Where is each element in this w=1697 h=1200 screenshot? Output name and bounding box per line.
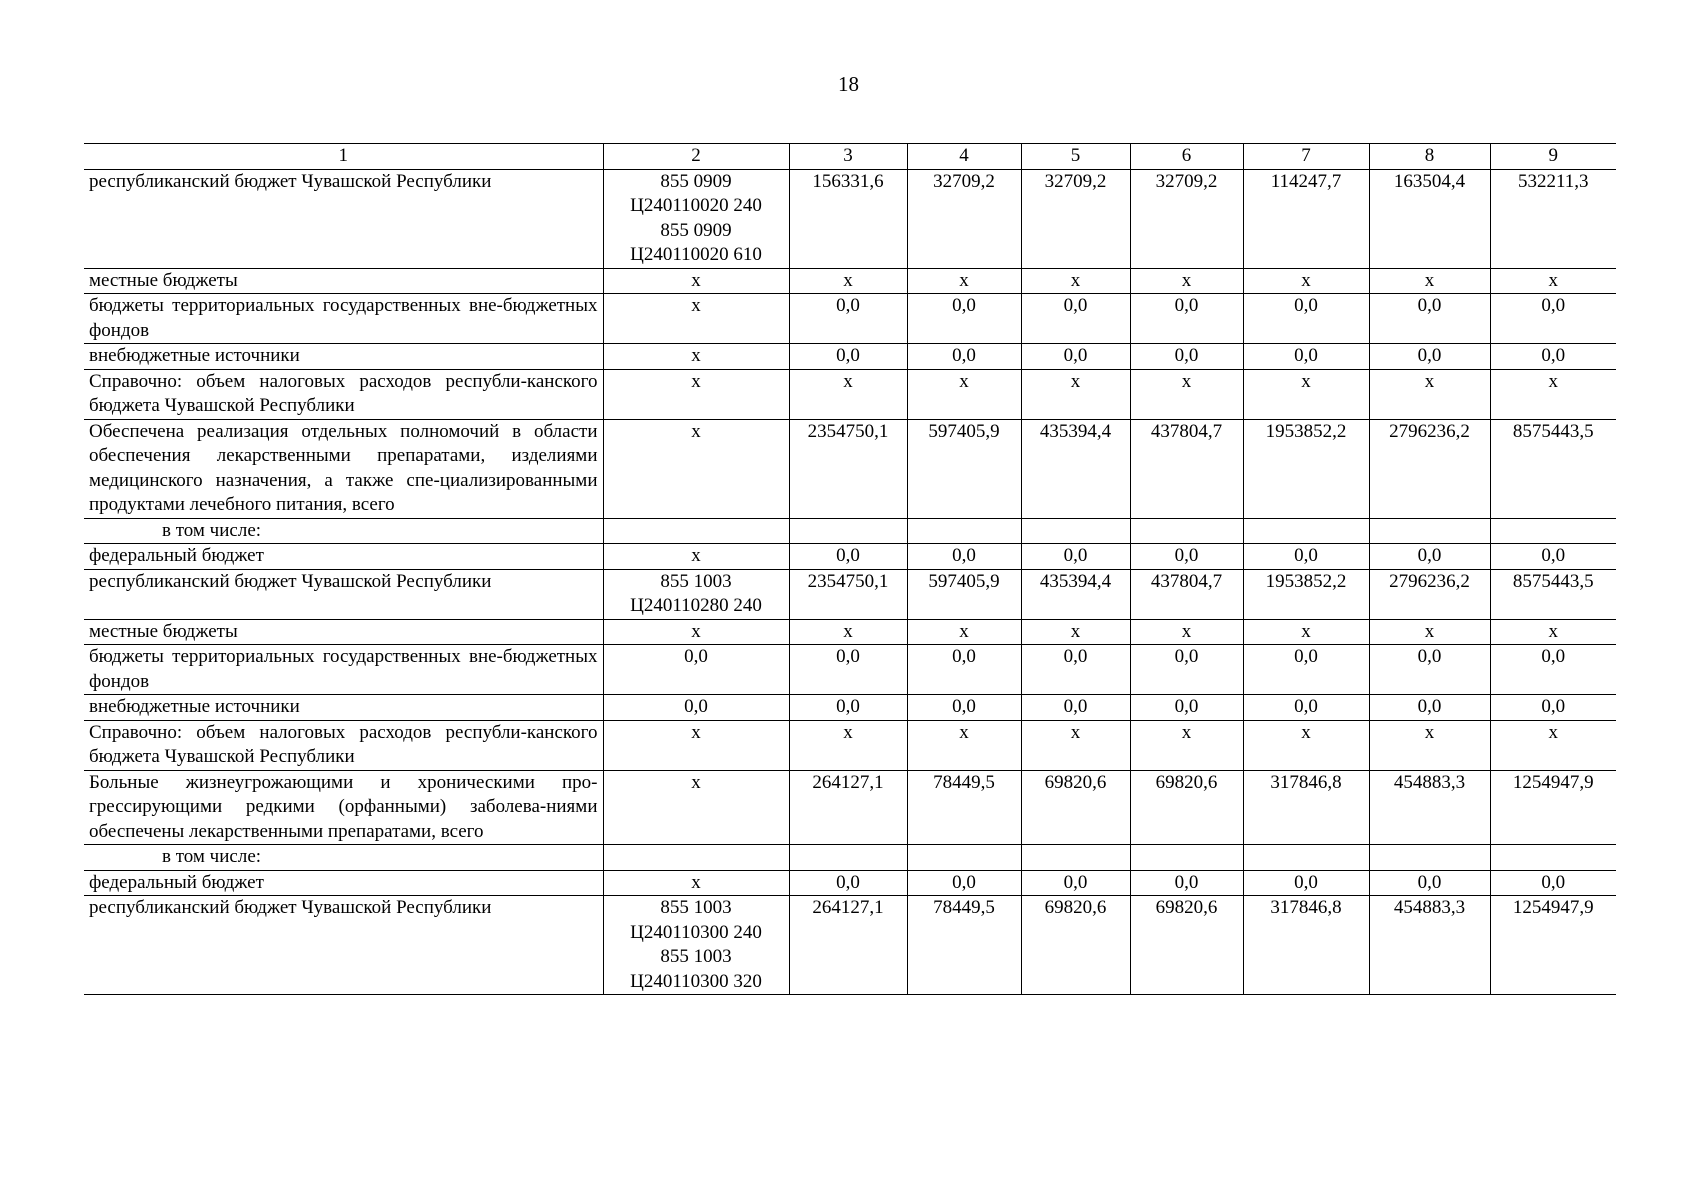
value-cell: 0,0	[1243, 870, 1369, 896]
value-cell: 437804,7	[1130, 569, 1243, 619]
value-cell: 0,0	[1243, 695, 1369, 721]
value-cell: 0,0	[1130, 645, 1243, 695]
value-cell	[1243, 518, 1369, 544]
budget-code-cell: х	[603, 419, 789, 518]
value-cell: х	[1490, 720, 1616, 770]
value-cell	[789, 845, 907, 871]
budget-table	[84, 143, 1616, 995]
value-cell: 0,0	[1369, 294, 1490, 344]
value-cell: х	[907, 619, 1021, 645]
value-cell: 2796236,2	[1369, 419, 1490, 518]
value-cell: 435394,4	[1021, 569, 1130, 619]
row-label: внебюджетные источники	[84, 695, 603, 721]
value-cell: 0,0	[1021, 695, 1130, 721]
value-cell: 156331,6	[789, 169, 907, 268]
value-cell: 0,0	[1490, 344, 1616, 370]
value-cell: 0,0	[1021, 344, 1130, 370]
value-cell: 32709,2	[907, 169, 1021, 268]
table-row	[84, 169, 1616, 268]
value-cell: 0,0	[907, 544, 1021, 570]
value-cell: х	[789, 720, 907, 770]
value-cell: 0,0	[1490, 294, 1616, 344]
value-cell: х	[1021, 619, 1130, 645]
budget-code-cell: 0,0	[603, 645, 789, 695]
value-cell: х	[1490, 619, 1616, 645]
value-cell: 0,0	[907, 695, 1021, 721]
value-cell: 1953852,2	[1243, 419, 1369, 518]
value-cell: 597405,9	[907, 419, 1021, 518]
value-cell: 0,0	[907, 870, 1021, 896]
value-cell: 532211,3	[1490, 169, 1616, 268]
value-cell: 69820,6	[1130, 896, 1243, 995]
value-cell: 454883,3	[1369, 896, 1490, 995]
row-label: в том числе:	[84, 845, 603, 871]
value-cell: 0,0	[1021, 544, 1130, 570]
budget-code-cell: х	[603, 268, 789, 294]
value-cell: х	[1021, 268, 1130, 294]
table-row	[84, 720, 1616, 770]
value-cell: 0,0	[907, 645, 1021, 695]
column-header: 7	[1243, 144, 1369, 170]
value-cell: х	[907, 268, 1021, 294]
value-cell: х	[1243, 268, 1369, 294]
value-cell: 0,0	[1243, 294, 1369, 344]
value-cell: 0,0	[1130, 870, 1243, 896]
table-row	[84, 770, 1616, 845]
row-label: федеральный бюджет	[84, 544, 603, 570]
value-cell: х	[1130, 369, 1243, 419]
budget-code-cell: х	[603, 619, 789, 645]
value-cell: х	[1130, 268, 1243, 294]
value-cell: 0,0	[789, 294, 907, 344]
value-cell: х	[1243, 720, 1369, 770]
value-cell: 435394,4	[1021, 419, 1130, 518]
table-row	[84, 695, 1616, 721]
value-cell	[1021, 845, 1130, 871]
value-cell: х	[1369, 268, 1490, 294]
budget-code-cell: 0,0	[603, 695, 789, 721]
row-label: Справочно: объем налоговых расходов республи-канского бюджета Чувашской Республики	[84, 369, 603, 419]
value-cell: х	[789, 268, 907, 294]
value-cell: х	[1130, 720, 1243, 770]
column-header: 3	[789, 144, 907, 170]
value-cell: 0,0	[1490, 870, 1616, 896]
value-cell: 8575443,5	[1490, 569, 1616, 619]
budget-code-cell: х	[603, 369, 789, 419]
value-cell: х	[907, 720, 1021, 770]
table-row	[84, 294, 1616, 344]
value-cell: 8575443,5	[1490, 419, 1616, 518]
value-cell: 0,0	[1243, 645, 1369, 695]
column-header: 8	[1369, 144, 1490, 170]
row-label: внебюджетные источники	[84, 344, 603, 370]
value-cell: х	[1490, 268, 1616, 294]
value-cell: 0,0	[1243, 544, 1369, 570]
value-cell	[1369, 518, 1490, 544]
table-row	[84, 544, 1616, 570]
value-cell: 0,0	[1021, 870, 1130, 896]
value-cell: 0,0	[1021, 645, 1130, 695]
value-cell: 32709,2	[1130, 169, 1243, 268]
value-cell: 114247,7	[1243, 169, 1369, 268]
column-header: 6	[1130, 144, 1243, 170]
budget-code-cell	[603, 845, 789, 871]
budget-code-cell: х	[603, 870, 789, 896]
value-cell: 317846,8	[1243, 896, 1369, 995]
row-label: бюджеты территориальных государственных вне-бюджетных фондов	[84, 645, 603, 695]
value-cell: 0,0	[789, 344, 907, 370]
value-cell: 317846,8	[1243, 770, 1369, 845]
row-label: республиканский бюджет Чувашской Республики	[84, 569, 603, 619]
table-row	[84, 419, 1616, 518]
row-label: республиканский бюджет Чувашской Республики	[84, 169, 603, 268]
table-row	[84, 569, 1616, 619]
budget-code-cell: 855 1003 Ц240110280 240	[603, 569, 789, 619]
budget-code-cell: х	[603, 720, 789, 770]
table-row	[84, 845, 1616, 871]
value-cell: 78449,5	[907, 770, 1021, 845]
value-cell	[1490, 518, 1616, 544]
value-cell: 0,0	[789, 645, 907, 695]
row-label: Больные жизнеугрожающими и хроническими про-грессирующими редкими (орфанными) заболева-ниями обеспечены лекарственными препаратами, всего	[84, 770, 603, 845]
value-cell: х	[1369, 720, 1490, 770]
row-label: Обеспечена реализация отдельных полномочий в области обеспечения лекарственными препаратами, изделиями медицинского назначения, а также спе-циализированными продуктами лечебного питания, всего	[84, 419, 603, 518]
value-cell: х	[789, 619, 907, 645]
row-label: местные бюджеты	[84, 619, 603, 645]
budget-code-cell: х	[603, 770, 789, 845]
value-cell: 0,0	[907, 344, 1021, 370]
page-number: 18	[838, 72, 859, 96]
value-cell: 0,0	[1021, 294, 1130, 344]
value-cell: 2354750,1	[789, 419, 907, 518]
budget-code-cell: х	[603, 294, 789, 344]
value-cell: 0,0	[1243, 344, 1369, 370]
value-cell	[789, 518, 907, 544]
column-number-row	[84, 144, 1616, 170]
value-cell: х	[1243, 619, 1369, 645]
value-cell	[1369, 845, 1490, 871]
value-cell: 597405,9	[907, 569, 1021, 619]
value-cell: 0,0	[789, 870, 907, 896]
budget-code-cell: х	[603, 344, 789, 370]
value-cell: 0,0	[1130, 294, 1243, 344]
column-header: 2	[603, 144, 789, 170]
column-header: 1	[84, 144, 603, 170]
value-cell	[1490, 845, 1616, 871]
value-cell: 1953852,2	[1243, 569, 1369, 619]
budget-code-cell: х	[603, 544, 789, 570]
value-cell: 0,0	[1490, 645, 1616, 695]
table-row	[84, 344, 1616, 370]
value-cell: х	[1369, 369, 1490, 419]
value-cell: х	[1490, 369, 1616, 419]
value-cell: 437804,7	[1130, 419, 1243, 518]
value-cell	[1243, 845, 1369, 871]
value-cell: х	[1021, 369, 1130, 419]
value-cell: 454883,3	[1369, 770, 1490, 845]
value-cell: 1254947,9	[1490, 896, 1616, 995]
value-cell: х	[789, 369, 907, 419]
value-cell: х	[907, 369, 1021, 419]
budget-code-cell	[603, 518, 789, 544]
value-cell: 0,0	[1369, 544, 1490, 570]
value-cell: х	[1130, 619, 1243, 645]
value-cell: 0,0	[1130, 344, 1243, 370]
value-cell: 0,0	[789, 695, 907, 721]
column-header: 5	[1021, 144, 1130, 170]
table-row	[84, 268, 1616, 294]
row-label: в том числе:	[84, 518, 603, 544]
budget-code-cell: 855 0909 Ц240110020 240 855 0909 Ц240110020 610	[603, 169, 789, 268]
table-row	[84, 518, 1616, 544]
value-cell: 0,0	[1369, 344, 1490, 370]
value-cell	[1130, 518, 1243, 544]
value-cell: 163504,4	[1369, 169, 1490, 268]
table-row	[84, 369, 1616, 419]
value-cell: 69820,6	[1130, 770, 1243, 845]
row-label: местные бюджеты	[84, 268, 603, 294]
value-cell: 0,0	[1369, 645, 1490, 695]
value-cell	[907, 518, 1021, 544]
value-cell: 32709,2	[1021, 169, 1130, 268]
column-header: 4	[907, 144, 1021, 170]
value-cell: 69820,6	[1021, 770, 1130, 845]
budget-code-cell: 855 1003 Ц240110300 240 855 1003 Ц240110300 320	[603, 896, 789, 995]
value-cell: 0,0	[1369, 870, 1490, 896]
value-cell: 0,0	[789, 544, 907, 570]
column-header: 9	[1490, 144, 1616, 170]
value-cell	[1130, 845, 1243, 871]
value-cell: 0,0	[1369, 695, 1490, 721]
value-cell: х	[1369, 619, 1490, 645]
value-cell: 69820,6	[1021, 896, 1130, 995]
row-label: республиканский бюджет Чувашской Республики	[84, 896, 603, 995]
table-row	[84, 619, 1616, 645]
value-cell: 0,0	[1490, 544, 1616, 570]
value-cell: 264127,1	[789, 770, 907, 845]
value-cell: х	[1021, 720, 1130, 770]
value-cell: 0,0	[1490, 695, 1616, 721]
value-cell: 2796236,2	[1369, 569, 1490, 619]
table-row	[84, 645, 1616, 695]
table-row	[84, 870, 1616, 896]
value-cell	[1021, 518, 1130, 544]
value-cell: 264127,1	[789, 896, 907, 995]
value-cell: 0,0	[907, 294, 1021, 344]
row-label: Справочно: объем налоговых расходов республи-канского бюджета Чувашской Республики	[84, 720, 603, 770]
value-cell	[907, 845, 1021, 871]
value-cell: 0,0	[1130, 695, 1243, 721]
value-cell: 1254947,9	[1490, 770, 1616, 845]
row-label: федеральный бюджет	[84, 870, 603, 896]
value-cell: 78449,5	[907, 896, 1021, 995]
table-row	[84, 896, 1616, 995]
value-cell: 2354750,1	[789, 569, 907, 619]
value-cell: 0,0	[1130, 544, 1243, 570]
row-label: бюджеты территориальных государственных вне-бюджетных фондов	[84, 294, 603, 344]
value-cell: х	[1243, 369, 1369, 419]
